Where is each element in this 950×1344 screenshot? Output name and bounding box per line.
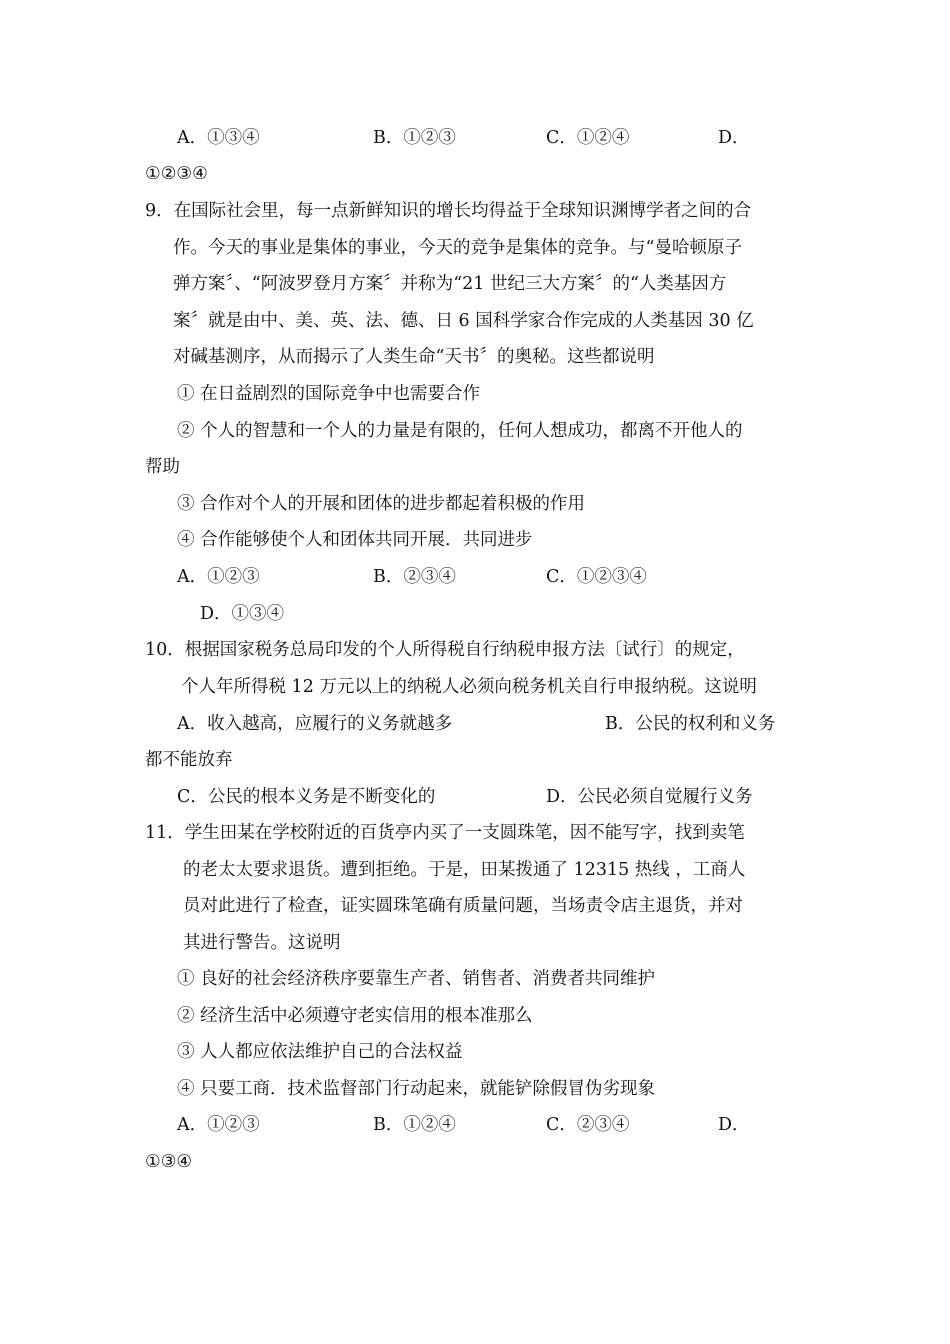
q11-item-4: ④ 只要工商．技术监督部门行动起来，就能铲除假冒伪劣现象 [177, 1079, 656, 1099]
q10-option-d: D．公民必须自觉履行义务 [546, 787, 753, 807]
q9-stem-line: 弹方案〞、“阿波罗登月方案〞并称为“21 世纪三大方案〞的“人类基因方 [173, 274, 727, 294]
q10-stem-line: 10．根据国家税务总局印发的个人所得税自行纳税申报方法〔试行〕的规定， [145, 640, 745, 660]
q11-stem-line: 员对此进行了检查，证实圆珠笔确有质量问题，当场责令店主退货，并对 [183, 896, 743, 916]
q8-option-d-wrap: ①②③④ [145, 164, 208, 184]
q11-option-c: C．②③④ [546, 1115, 630, 1135]
q9-stem-line: 9．在国际社会里，每一点新鲜知识的增长均得益于全球知识渊博学者之间的合 [145, 201, 752, 221]
q10-option-b: B．公民的权利和义务 [605, 714, 776, 734]
q10-stem-line: 个人年所得税 12 万元以上的纳税人必须向税务机关自行申报纳税。这说明 [181, 677, 757, 697]
q11-item-3: ③ 人人都应依法维护自己的合法权益 [177, 1042, 463, 1062]
q9-item-2: ② 个人的智慧和一个人的力量是有限的，任何人想成功，都离不开他人的 [177, 421, 743, 441]
q11-item-1: ① 良好的社会经济秩序要靠生产者、销售者、消费者共同维护 [177, 969, 656, 989]
q9-item-1: ① 在日益剧烈的国际竞争中也需要合作 [177, 384, 481, 404]
q10-option-b-wrap: 都不能放弃 [145, 750, 233, 770]
q11-option-d-wrap: ①③④ [145, 1152, 193, 1172]
q9-stem-line: 案〞就是由中、美、英、法、德、日 6 国科学家合作完成的人类基因 30 亿 [173, 311, 754, 331]
q9-option-c: C．①②③④ [546, 567, 647, 587]
q8-option-d: D． [718, 128, 750, 148]
q8-option-c: C．①②④ [546, 128, 630, 148]
q11-option-a: A．①②③ [177, 1115, 260, 1135]
q11-option-d: D． [718, 1115, 750, 1135]
q9-item-4: ④ 合作能够使个人和团体共同开展．共同进步 [177, 530, 533, 550]
q10-option-c: C．公民的根本义务是不断变化的 [177, 787, 436, 807]
q11-option-b: B．①②④ [373, 1115, 456, 1135]
q11-stem-line: 其进行警告。这说明 [183, 933, 341, 953]
q9-stem-line: 对碱基测序，从而揭示了人类生命“天书〞的奥秘。这些都说明 [173, 347, 655, 367]
q8-option-b: B．①②③ [373, 128, 456, 148]
q9-item-3: ③ 合作对个人的开展和团体的进步都起着积极的作用 [177, 494, 586, 514]
q11-stem-line: 11．学生田某在学校附近的百货亭内买了一支圆珠笔，因不能写字，找到卖笔 [145, 823, 745, 843]
q9-item-2-wrap: 帮助 [145, 457, 180, 477]
q11-stem-line: 的老太太要求退货。遭到拒绝。于是，田某拨通了 12315 热线 ，工商人 [183, 860, 746, 880]
q10-option-a: A．收入越高，应履行的义务就越多 [177, 714, 453, 734]
q8-option-a: A．①③④ [177, 128, 260, 148]
q9-stem-line: 作。今天的事业是集体的事业，今天的竞争是集体的竞争。与“曼哈顿原子 [173, 238, 742, 258]
q9-option-b: B．②③④ [373, 567, 456, 587]
q11-item-2: ② 经济生活中必须遵守老实信用的根本准那么 [177, 1006, 533, 1026]
q9-option-a: A．①②③ [177, 567, 260, 587]
q9-option-d: D．①③④ [200, 604, 285, 624]
